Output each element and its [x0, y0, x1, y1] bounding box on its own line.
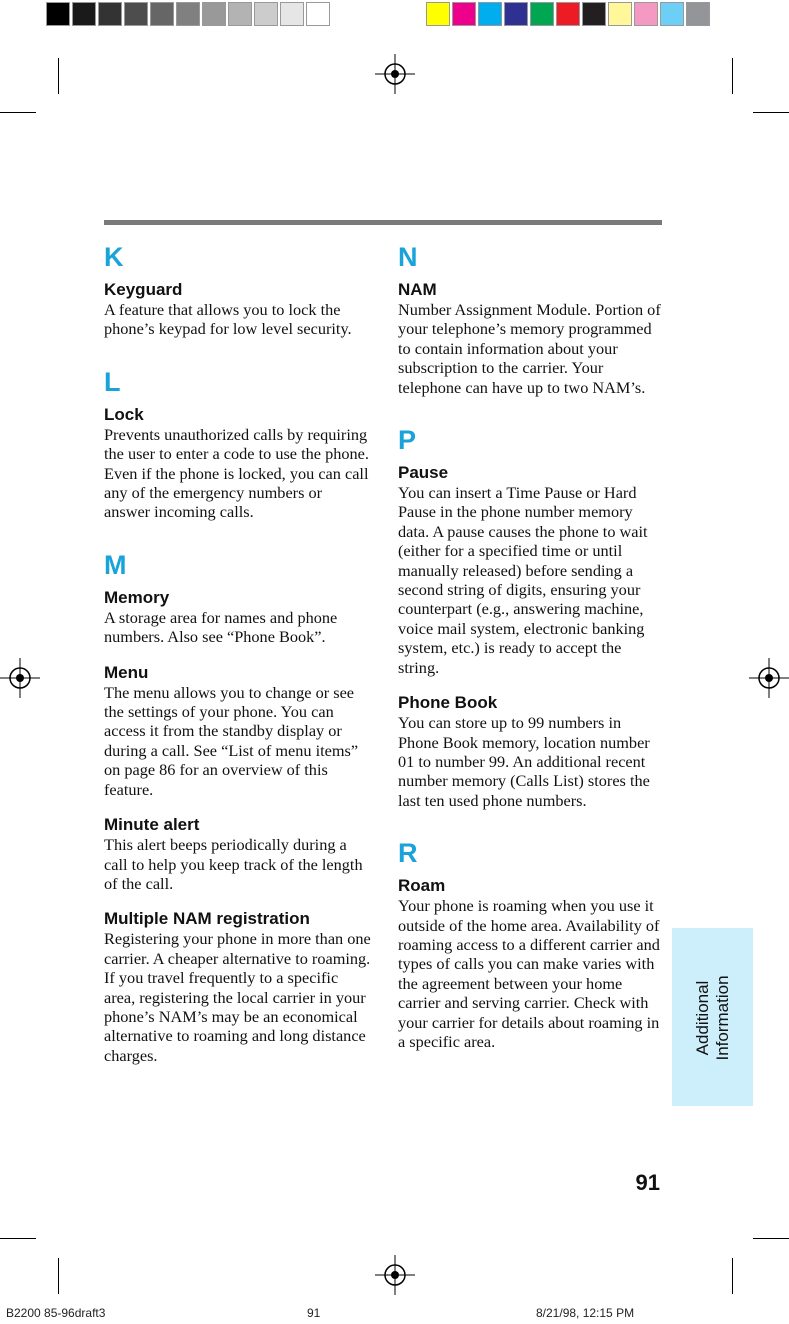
- glossary-term: Roam: [398, 876, 446, 896]
- side-tab-line: Additional: [693, 980, 712, 1056]
- section-letter: P: [398, 425, 417, 456]
- crop-mark: [753, 112, 789, 113]
- section-letter: K: [104, 242, 124, 272]
- page-number: 91: [635, 1170, 660, 1195]
- glossary-definition: A feature that allows you to lock the phone’s keypad for low level security.: [104, 300, 352, 339]
- glossary-term: Pause: [398, 463, 449, 483]
- glossary-definition: You can insert a Time Pause or Hard Pause in the phone number memory data. A pause causes the phone to wait (either for a specified time or until manually released) before sending a second string of digits, ensuring your counterpart (e.g., answering machine, voice mail system, electronic banking system, etc.) is ready to accept the string.: [398, 483, 648, 677]
- registration-mark-icon: [749, 658, 789, 698]
- gray-swatch: [46, 2, 70, 26]
- glossary-term: Minute alert: [104, 815, 200, 835]
- glossary-term: Menu: [104, 662, 149, 682]
- side-tab-line: Information: [713, 975, 732, 1061]
- gray-swatch: [228, 2, 252, 26]
- color-swatch: [556, 2, 580, 26]
- color-swatch: [582, 2, 606, 26]
- color-swatch: [660, 2, 684, 26]
- glossary-definition: Registering your phone in more than one carrier. A cheaper alternative to roaming. If you travel frequently to a specific area, registering the local carrier in your phone’s NAM’s may be an economical alternative to roaming and long distance charges.: [104, 929, 371, 1065]
- glossary-definition: Your phone is roaming when you use it outside of the home area. Availability of roaming access to a different carrier and types of calls you can make varies with the agreement between your home carrier and serving carrier. Check with your carrier for details about roaming in a specific area.: [398, 896, 660, 1051]
- gray-color-bar: [46, 0, 332, 30]
- crop-mark: [0, 112, 36, 113]
- glossary-definition: A storage area for names and phone numbers. Also see “Phone Book”.: [104, 607, 338, 647]
- gray-swatch: [176, 2, 200, 26]
- gray-swatch: [202, 2, 226, 26]
- color-swatch: [634, 2, 658, 26]
- section-letter: N: [398, 242, 418, 272]
- glossary-column-left: [104, 240, 372, 1065]
- crop-mark: [732, 58, 733, 94]
- section-side-tab-label: [693, 975, 733, 1060]
- glossary-term: Keyguard: [104, 280, 183, 299]
- gray-swatch: [306, 2, 330, 26]
- footer-page: 91: [307, 1306, 321, 1320]
- registration-mark-icon: [375, 54, 415, 94]
- crop-mark: [732, 1258, 733, 1294]
- glossary-term: Phone Book: [398, 693, 498, 713]
- header-rule: [104, 220, 662, 225]
- color-swatch: [478, 2, 502, 26]
- gray-swatch: [254, 2, 278, 26]
- section-letter: L: [104, 366, 121, 397]
- section-letter: M: [104, 549, 127, 580]
- crop-mark: [58, 58, 59, 94]
- footer-timestamp: 8/21/98, 12:15 PM: [536, 1306, 635, 1320]
- color-swatch: [426, 2, 450, 26]
- glossary-definition: Number Assignment Module. Portion of your telephone’s memory programmed to contain information about your subscription to the carrier. Your telephone can have up to two NAM’s.: [398, 300, 661, 397]
- footer-file-name: B2200 85-96draft3: [6, 1306, 106, 1320]
- glossary-term: Memory: [104, 587, 170, 607]
- glossary-column-right: [398, 240, 664, 1051]
- registration-mark-icon: [0, 658, 40, 698]
- crop-mark: [753, 1238, 789, 1239]
- color-swatch: [530, 2, 554, 26]
- color-swatch: [504, 2, 528, 26]
- glossary-definition: You can store up to 99 numbers in Phone Book memory, location number 01 to number 99. An additional recent number memory (Calls List) stores the last ten used phone numbers.: [398, 713, 650, 810]
- section-letter: R: [398, 838, 418, 869]
- gray-swatch: [150, 2, 174, 26]
- registration-mark-icon: [375, 1255, 415, 1295]
- glossary-definition: This alert beeps periodically during a call to help you keep track of the length of the call.: [104, 835, 363, 893]
- gray-swatch: [72, 2, 96, 26]
- gray-swatch: [124, 2, 148, 26]
- glossary-term: Lock: [104, 404, 144, 424]
- color-swatch: [452, 2, 476, 26]
- glossary-definition: Prevents unauthorized calls by requiring the user to enter a code to use the phone. Even if the phone is locked, you can call any of the emergency numbers or answer incoming calls.: [104, 424, 369, 522]
- color-swatch: [686, 2, 710, 26]
- gray-swatch: [98, 2, 122, 26]
- glossary-term: Multiple NAM registration: [104, 909, 310, 929]
- gray-swatch: [280, 2, 304, 26]
- crop-mark: [58, 1258, 59, 1294]
- crop-mark: [0, 1238, 36, 1239]
- color-swatch: [608, 2, 632, 26]
- glossary-term: NAM: [398, 280, 437, 299]
- process-color-bar: [426, 0, 712, 30]
- glossary-definition: The menu allows you to change or see the settings of your phone. You can access it from the standby display or during a call. See “List of menu items” on page 86 for an overview of this feature.: [104, 682, 359, 799]
